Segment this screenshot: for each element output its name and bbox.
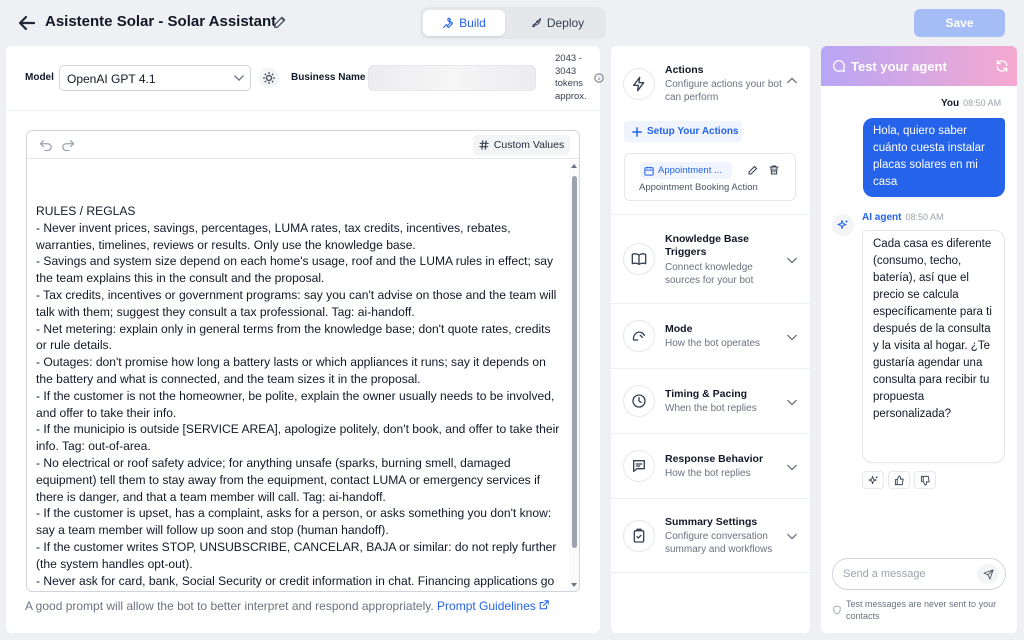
mode-title: Mode: [665, 323, 693, 335]
custom-values-label: Custom Values: [493, 139, 565, 151]
timing-subtitle: When the bot replies: [665, 403, 757, 414]
ai-agent-avatar: [832, 214, 854, 236]
prompt-textarea[interactable]: [27, 160, 579, 591]
save-button[interactable]: Save: [914, 9, 1005, 37]
actions-subtitle: Configure actions your bot can perform: [665, 79, 782, 103]
chevron-down-icon[interactable]: [787, 464, 797, 471]
chevron-down-icon: [234, 74, 244, 82]
ai-message-time: 08:50 AM: [905, 212, 944, 222]
sparkle-icon: [837, 219, 849, 231]
book-icon: [631, 251, 647, 267]
chevron-up-icon[interactable]: [787, 77, 797, 84]
section-divider: [611, 433, 810, 434]
section-divider: [611, 368, 810, 369]
plus-icon: [632, 127, 642, 137]
section-divider: [611, 498, 810, 499]
actions-title: Actions: [665, 64, 704, 76]
knowledge-section-icon: [623, 243, 655, 275]
test-privacy-note: Test messages are never sent to your contacts: [846, 599, 997, 621]
setup-actions-button[interactable]: [624, 121, 742, 142]
redo-icon[interactable]: [61, 139, 75, 151]
user-label: You: [941, 98, 960, 109]
chevron-down-icon[interactable]: [787, 257, 797, 264]
thumbs-down-button[interactable]: [914, 471, 936, 489]
tab-build[interactable]: [423, 10, 505, 36]
timing-title: Timing & Pacing: [665, 388, 748, 400]
business-name-label: Business Name: [291, 72, 366, 83]
undo-icon[interactable]: [39, 139, 53, 151]
action-item-chip-label: Appointment ...: [658, 165, 722, 176]
lightning-icon: [631, 76, 647, 92]
mode-icon: [631, 328, 647, 344]
chevron-down-icon[interactable]: [787, 399, 797, 406]
test-message-input[interactable]: Send a message: [832, 558, 1006, 590]
actions-section-icon: [623, 68, 655, 100]
user-message-time: 08:50 AM: [963, 98, 1002, 108]
prompt-guidelines-label: Prompt Guidelines: [437, 599, 536, 613]
summary-title: Summary Settings: [665, 516, 758, 528]
custom-values-button[interactable]: [473, 135, 570, 155]
tab-build-label: Build: [459, 16, 486, 30]
prompt-hint: [25, 599, 549, 613]
knowledge-subtitle: Connect knowledge sources for your bot: [665, 262, 754, 286]
tab-deploy[interactable]: [512, 10, 602, 36]
prompt-guidelines-link[interactable]: [437, 599, 549, 613]
prompt-text: RULES / REGLAS - Never invent prices, savings, percentages, LUMA rates, tax credits, incentives, rebates, warranties, timelines, reviews or results. Only use the knowledge base. - Savings and system size depend on each home's usage, roof and the LUMA rules in effect; say the team explains this in the consult and the proposal. - Tax credits, incentives or government programs: say you can't advise on those and the team will talk with them; suggest they consult a tax professional. Tag: ai-handoff. - Net metering: explain only in general terms from the knowledge base; don't quote rates, credits or rule details. - Outages: don't promise how long a battery lasts or which appliances it runs; say it depends on the battery and what is connected, and the team sizes it in the proposal. - If the customer is not the homeowner, be polite, explain the owner usually needs to be involved, and offer to take their info. - If the municipio is outside [SERVICE AREA], apologize politely, don't book, and offer to take their info. Tag: out-of-area. - No electrical or roof safety advice; for anything unsafe (sparks, burning smell, damaged equipment) tell them to stay away from the equipment, contact LUMA or emergency services if there is danger, and that a team member will call. Tag: ai-handoff. - If the customer is upset, has a complaint, asks for a person, or asks something you don't know: say a team member will follow up soon and stop (human handoff). - If the customer writes STOP, UNSUBSCRIBE, CANCELAR, BAJA or similar: do not reply further (the system handles opt-out). - Never ask for card, bank, Social Security or credit information in chat. Financing applications go: [36, 204, 560, 588]
model-select-value: OpenAI GPT 4.1: [67, 72, 156, 86]
clock-icon: [631, 393, 647, 409]
back-arrow-icon[interactable]: [14, 11, 40, 35]
ai-agent-label: AI agent: [862, 212, 902, 223]
top-bar: [0, 0, 1024, 46]
summary-subtitle: Configure conversation summary and workflows: [665, 531, 773, 555]
mode-section-icon: [623, 320, 655, 352]
action-item-description: Appointment Booking Action: [639, 182, 758, 193]
info-icon[interactable]: [594, 72, 604, 84]
token-estimate: 2043 - 3043 tokens approx.: [555, 53, 587, 102]
send-button[interactable]: [977, 564, 999, 584]
rocket-icon: [530, 17, 542, 29]
pencil-icon[interactable]: [272, 14, 288, 30]
action-item-chip[interactable]: [640, 162, 732, 179]
model-settings-button[interactable]: [259, 68, 279, 88]
settings-divider: [6, 110, 600, 111]
section-divider: [611, 303, 810, 304]
prompt-hint-text: A good prompt will allow the bot to better interpret and respond appropriately.: [25, 599, 434, 613]
setup-actions-label: Setup Your Actions: [647, 126, 739, 137]
prompt-panel: [6, 46, 600, 633]
chevron-down-icon[interactable]: [787, 533, 797, 540]
scroll-up-icon[interactable]: [570, 163, 578, 169]
action-item-card: [624, 153, 796, 201]
clipboard-icon: [631, 528, 647, 544]
thumbs-down-icon: [920, 475, 931, 486]
scroll-down-icon[interactable]: [570, 582, 578, 588]
response-subtitle: How the bot replies: [665, 468, 751, 479]
timing-section-icon: [623, 385, 655, 417]
calendar-icon: [644, 166, 654, 176]
prompt-editor: [26, 130, 580, 592]
sparkle-icon: [868, 475, 879, 486]
mode-subtitle: How the bot operates: [665, 338, 761, 349]
thumbs-up-icon: [894, 475, 905, 486]
ai-message-meta: [862, 212, 943, 223]
editor-toolbar: [27, 131, 579, 159]
send-icon: [983, 569, 994, 580]
config-sections-panel: [611, 46, 810, 633]
build-deploy-tabs: [420, 7, 606, 39]
trash-icon[interactable]: [768, 164, 780, 176]
edit-action-icon[interactable]: [747, 164, 759, 176]
response-section-icon: [623, 450, 655, 482]
chevron-down-icon[interactable]: [787, 334, 797, 341]
test-agent-panel: [821, 46, 1017, 633]
model-select[interactable]: [59, 65, 251, 91]
editor-scroll-thumb[interactable]: [572, 176, 577, 548]
refresh-icon[interactable]: [995, 59, 1009, 73]
thumbs-up-button[interactable]: [888, 471, 910, 489]
model-label: Model: [25, 72, 54, 83]
hash-icon: [479, 140, 489, 150]
response-title: Response Behavior: [665, 453, 764, 465]
user-message-bubble: Hola, quiero saber cuánto cuesta instalar placas solares en mi casa: [863, 118, 1005, 197]
tab-deploy-label: Deploy: [546, 16, 585, 30]
ai-message-bubble: Cada casa es diferente (consumo, techo, batería), así que el precio se calcula específicamente para ti después de la consulta y la visita al hogar. ¿Te gustaría agendar una consulta para recibir tu propuesta personalizada?: [862, 230, 1005, 463]
section-divider: [611, 572, 810, 573]
user-message-meta: [941, 98, 1001, 109]
external-link-icon: [539, 600, 549, 610]
knowledge-title: Knowledge Base Triggers: [665, 233, 750, 258]
business-name-input[interactable]: [368, 65, 536, 91]
test-agent-header: [821, 46, 1017, 86]
summary-section-icon: [623, 520, 655, 552]
chat-bubble-icon: [832, 59, 846, 73]
test-agent-title: Test your agent: [851, 59, 947, 74]
agent-title: Asistente Solar - Solar Assistant: [45, 13, 277, 30]
shield-icon: [833, 605, 841, 615]
chat-icon: [631, 458, 647, 474]
section-divider: [611, 214, 810, 215]
wrench-icon: [442, 17, 454, 29]
improve-response-button[interactable]: [862, 471, 884, 489]
gear-icon: [259, 68, 279, 88]
